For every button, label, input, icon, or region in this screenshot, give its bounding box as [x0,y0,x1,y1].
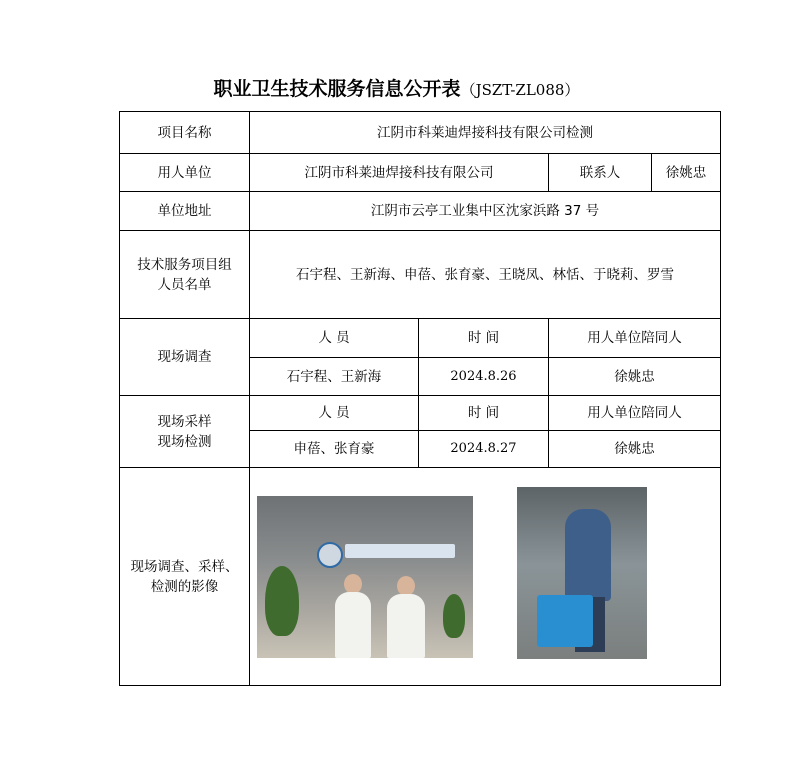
person-2-head [397,576,415,596]
sampling-label [120,396,250,468]
site-photo-lobby [257,496,473,658]
project-value: 江阴市科莱迪焊接科技有限公司检测 [250,112,721,154]
company-logo-wordmark [345,544,455,558]
person-1 [335,592,371,658]
photos-area [250,468,720,684]
detection-instrument [537,595,593,647]
sampling-label-line1: 现场采样 [157,413,212,430]
images-label-line2: 检测的影像 [150,578,219,595]
contact-label: 联系人 [549,154,652,192]
survey-col-people: 人 员 [250,319,419,358]
project-label: 项目名称 [120,112,250,154]
address-text: 江阴市云亭工业集中区沈家浜路 37 号 [370,203,600,219]
company-logo-icon [317,542,343,568]
row-employer [120,154,721,192]
title-main: 职业卫生技术服务信息公开表 [213,78,461,100]
row-sampling-header [120,396,721,431]
row-address [120,192,721,231]
employer-label: 用人单位 [120,154,250,192]
plant-right [443,594,465,638]
sampling-col-escort: 用人单位陪同人 [549,396,721,431]
document-title [0,78,793,101]
sampling-time: 2024.8.27 [419,431,549,468]
sampling-people: 申蓓、张育豪 [250,431,419,468]
survey-time: 2024.8.26 [419,358,549,396]
plant-left [265,566,299,636]
sampling-escort: 徐姚忠 [549,431,721,468]
sampling-col-people: 人 员 [250,396,419,431]
team-label [120,231,250,319]
survey-col-escort: 用人单位陪同人 [549,319,721,358]
contact-value: 徐姚忠 [652,154,721,192]
title-code: （JSZT-ZL088） [460,81,580,99]
team-label-line1: 技术服务项目组 [137,256,232,273]
row-project [120,112,721,154]
employer-value: 江阴市科莱迪焊接科技有限公司 [250,154,549,192]
team-value: 石宇程、王新海、申蓓、张育豪、王晓凤、林恬、于晓莉、罗雪 [250,231,721,319]
address-label: 单位地址 [120,192,250,231]
survey-escort: 徐姚忠 [549,358,721,396]
sampling-col-time: 时 间 [419,396,549,431]
site-photo-workshop [517,487,647,659]
row-survey-header [120,319,721,358]
team-label-line2: 人员名单 [157,276,212,293]
survey-col-time: 时 间 [419,319,549,358]
images-label [120,468,250,686]
images-cell [250,468,721,686]
survey-label: 现场调查 [120,319,250,396]
address-value [250,192,721,231]
worker-figure [565,509,611,601]
row-team [120,231,721,319]
info-table [119,111,721,686]
person-1-head [344,574,362,594]
row-images [120,468,721,686]
images-label-line1: 现场调查、采样、 [130,558,239,575]
sampling-label-line2: 现场检测 [157,433,212,450]
survey-people: 石宇程、王新海 [250,358,419,396]
person-2 [387,594,425,658]
